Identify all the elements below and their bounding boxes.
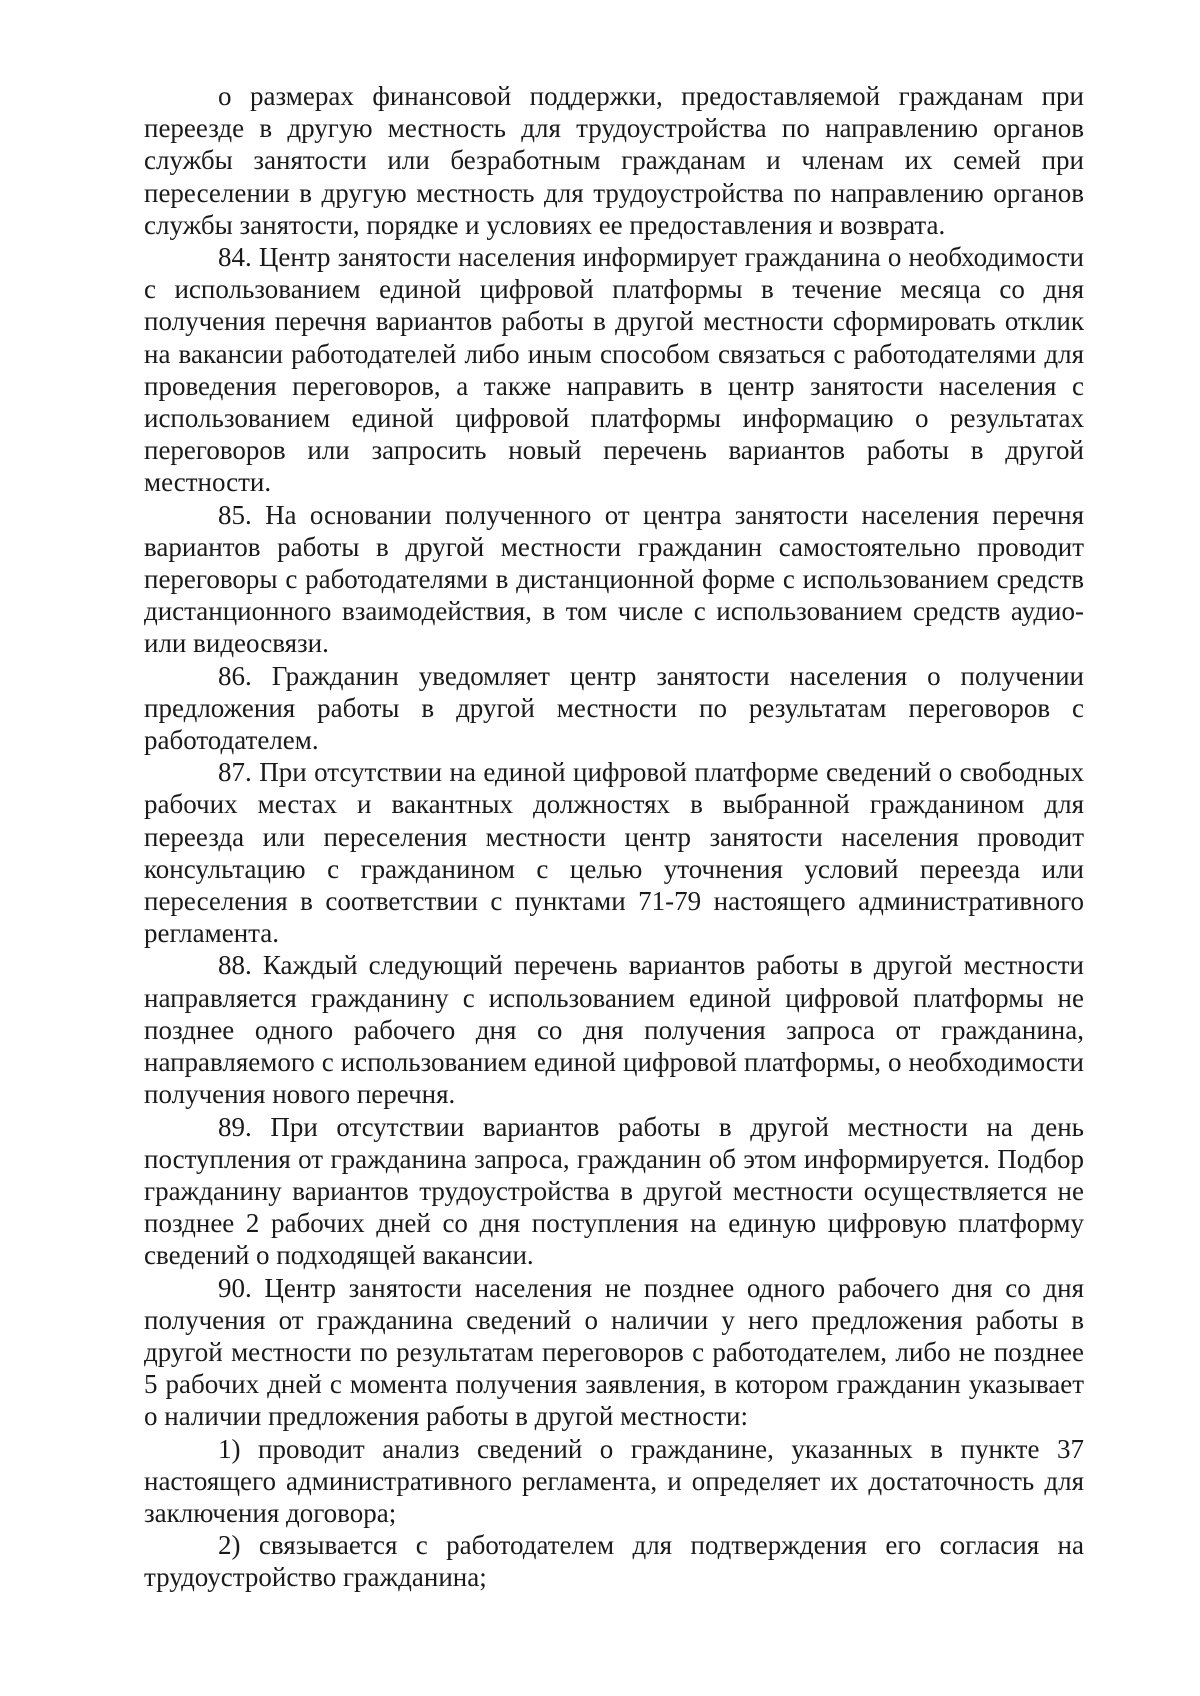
paragraph-financial-support-continuation: о размерах финансовой поддержки, предоставляемой гражданам при переезде в другую местность для трудоустройства по направлению органов службы занятости или безработным гражданам и членам их семей при переселении в другую местность для трудоустройства по направлению органов службы занятости, порядке и условиях ее предоставления и возврата. (144, 81, 1084, 240)
list-item-90-2: 2) связывается с работодателем для подтверждения его согласия на трудоустройство гражданина; (144, 1530, 1084, 1593)
paragraph-88: 88. Каждый следующий перечень вариантов работы в другой местности направляется гражданину с использованием единой цифровой платформы не позднее одного рабочего дня со дня получения запроса от гражданина, направляемого с использованием единой цифровой платформы, о необходимости получения нового перечня. (144, 950, 1084, 1110)
list-item-90-1: 1) проводит анализ сведений о гражданине, указанных в пункте 37 настоящего административного регламента, и определяет их достаточность для заключения договора; (144, 1433, 1084, 1528)
paragraph-87: 87. При отсутствии на единой цифровой платформе сведений о свободных рабочих местах и вакантных должностях в выбранной гражданином для переезда или переселения местности центр занятости населения проводит консультацию с гражданином с целью уточнения условий переезда или переселения в соответствии с пунктами 71-79 настоящего административного регламента. (144, 757, 1084, 949)
document-body (144, 80, 1084, 1594)
paragraph-86: 86. Гражданин уведомляет центр занятости населения о получении предложения работы в другой местности по результатам переговоров с работодателем. (144, 660, 1084, 756)
paragraph-90: 90. Центр занятости населения не позднее одного рабочего дня со дня получения от гражданина сведений о наличии у него предложения работы в другой местности по результатам переговоров с работодателем, либо не позднее 5 рабочих дней с момента получения заявления, в котором гражданин указывает о наличии предложения работы в другой местности: (144, 1272, 1084, 1432)
paragraph-84: 84. Центр занятости населения информирует гражданина о необходимости с использованием единой цифровой платформы в течение месяца со дня получения перечня вариантов работы в другой местности сформировать отклик на вакансии работодателей либо иным способом связаться с работодателями для проведения переговоров, а также направить в центр занятости населения с использованием единой цифровой платформы информацию о результатах переговоров или запросить новый перечень вариантов работы в другой местности. (144, 242, 1084, 498)
paragraph-89: 89. При отсутствии вариантов работы в другой местности на день поступления от гражданина запроса, гражданин об этом информируется. Подбор гражданину вариантов трудоустройства в другой местности осуществляется не позднее 2 рабочих дней со дня поступления на единую цифровую платформу сведений о подходящей вакансии. (144, 1111, 1084, 1271)
paragraph-85: 85. На основании полученного от центра занятости населения перечня вариантов работы в другой местности гражданин самостоятельно проводит переговоры с работодателями в дистанционной форме с использованием средств дистанционного взаимодействия, в том числе с использованием средств аудио- или видеосвязи. (144, 499, 1084, 659)
